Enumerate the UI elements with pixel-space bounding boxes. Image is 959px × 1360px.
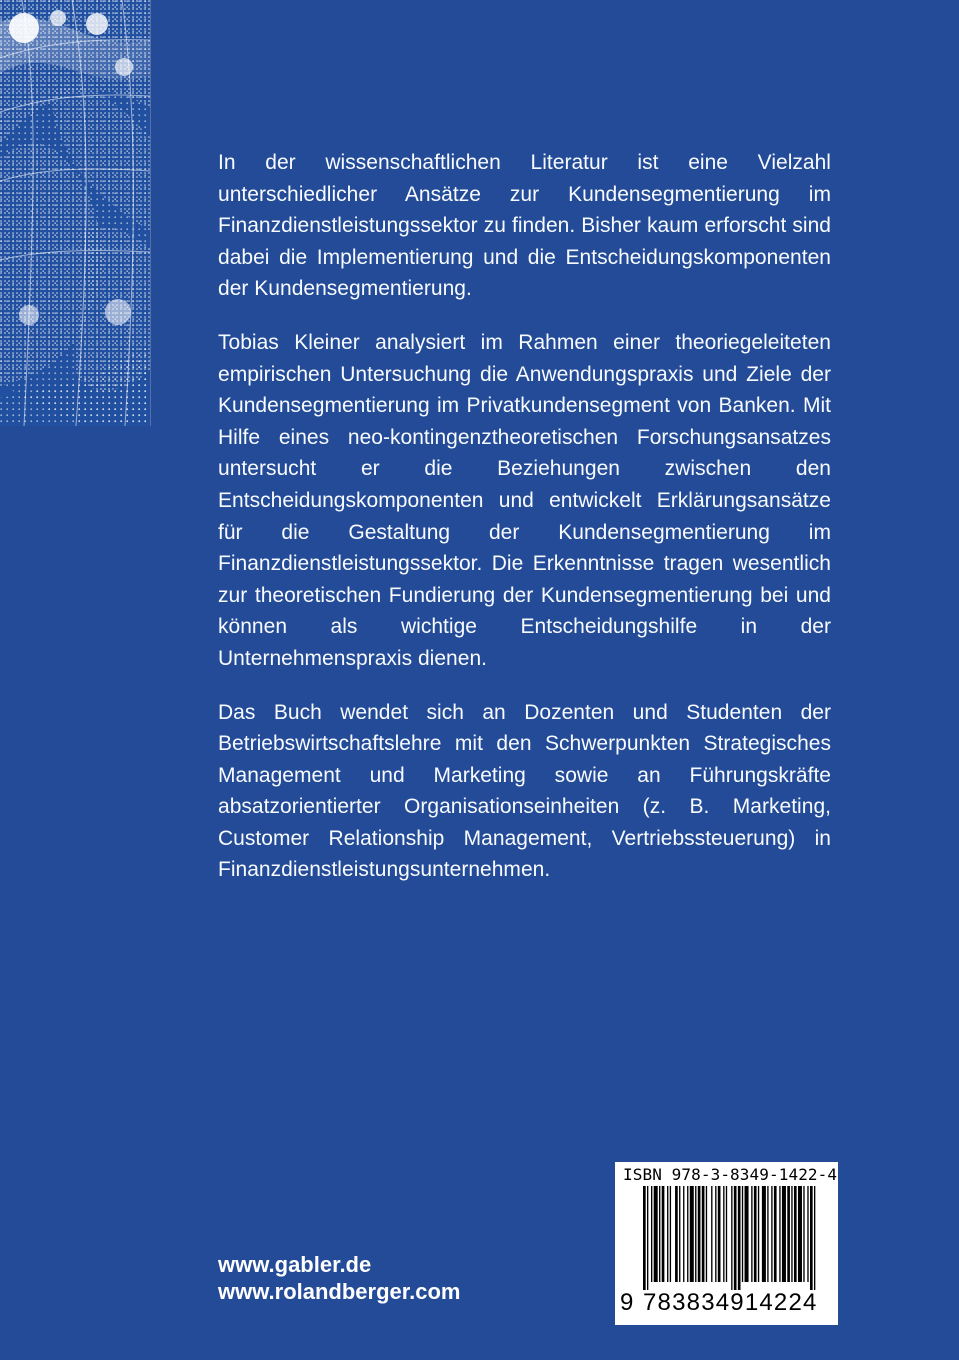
isbn-label: ISBN 978-3-8349-1422-4 xyxy=(623,1165,838,1184)
globe-illustration xyxy=(0,0,151,426)
barcode-bar xyxy=(643,1186,646,1290)
barcode-bar xyxy=(779,1186,780,1282)
barcode-bar xyxy=(798,1186,802,1282)
barcode-bar xyxy=(670,1186,671,1282)
barcode-bar xyxy=(683,1186,684,1282)
barcode-bar xyxy=(814,1186,815,1290)
barcode-bar xyxy=(679,1186,680,1282)
barcode-icon xyxy=(643,1186,818,1290)
barcode-bar xyxy=(751,1186,752,1282)
barcode-bar xyxy=(794,1186,797,1282)
barcode-bar xyxy=(723,1186,724,1282)
website-gabler: www.gabler.de xyxy=(218,1252,372,1277)
barcode-bar xyxy=(706,1186,707,1282)
barcode-bar xyxy=(771,1186,772,1282)
barcode-bar xyxy=(654,1186,658,1282)
barcode-bar xyxy=(767,1186,768,1282)
barcode-bar xyxy=(731,1186,732,1290)
barcode-bar xyxy=(690,1186,694,1282)
barcode-digits: 783834914224 xyxy=(643,1289,818,1316)
barcode-bar xyxy=(758,1186,759,1282)
barcode-bar xyxy=(675,1186,678,1282)
barcode-bar xyxy=(762,1186,766,1282)
barcode-bar xyxy=(774,1186,777,1282)
barcode-bar xyxy=(745,1186,749,1282)
barcode-bar xyxy=(687,1186,688,1282)
barcode-prefix: 9 xyxy=(620,1289,634,1316)
barcode-bar xyxy=(738,1186,741,1290)
description-paragraph-2: Tobias Kleiner analysiert im Rahmen einer theoriegeleiteten empirischen Untersuchung die Anwendungspraxis und Ziele der Kundensegmentierung im Privatkundensegment von Banken. Mit Hilfe eines neo-kontingenztheoretischen Forschungsansatzes untersucht er die Beziehungen zwischen den Entscheidungskomponenten und entwickelt Erklärungsansätze für die Gestaltung der Kundensegmentierung im Finanzdienstleistungssektor. Die Erkenntnisse tragen wesentlich zur theoretischen Fundierung der Kundensegmentierung bei und können als wichtige Entscheidungshilfe in der Unternehmenspraxis dienen. xyxy=(218,330,831,670)
publisher-websites xyxy=(218,1251,460,1305)
barcode-bar xyxy=(718,1186,721,1282)
barcode-bar xyxy=(782,1186,786,1282)
isbn-barcode-box xyxy=(615,1162,838,1325)
barcode-bar xyxy=(726,1186,727,1282)
barcode-bar xyxy=(787,1186,790,1282)
barcode-bar xyxy=(667,1186,668,1282)
barcode-bar xyxy=(734,1186,737,1290)
back-cover-text xyxy=(218,147,831,886)
description-paragraph-1: In der wissenschaftlichen Literatur ist eine Vielzahl unterschiedlicher Ansätze zur Kundensegmentierung im Finanzdienstleistungssektor zu finden. Bisher kaum erforscht sind dabei die Implementierung und die Entscheidungskomponenten der Kundensegmentierung. xyxy=(218,151,831,301)
barcode-bar xyxy=(662,1186,665,1282)
barcode-bar xyxy=(647,1186,648,1290)
barcode-bar xyxy=(807,1186,808,1282)
barcode-bar xyxy=(791,1186,792,1282)
barcode-bar xyxy=(810,1186,813,1290)
description-paragraph-3: Das Buch wendet sich an Dozenten und Studenten der Betriebswirtschaftslehre mit den Schwerpunkten Strategisches Management und Marketing sowie an Führungskräfte absatzorientierter Organisationseinheiten (z. B. Marketing, Customer Relationship Management, Vertriebssteuerung) in Finanzdienstleistungsunternehmen. xyxy=(218,700,831,882)
barcode-bar xyxy=(715,1186,716,1282)
barcode-bar xyxy=(702,1186,705,1282)
barcode-bar xyxy=(803,1186,804,1282)
barcode-bar xyxy=(711,1186,712,1282)
website-roland-berger: www.rolandberger.com xyxy=(218,1279,461,1304)
barcode-bar xyxy=(651,1186,652,1282)
barcode-bar xyxy=(754,1186,757,1282)
barcode-bar xyxy=(659,1186,660,1282)
barcode-bar xyxy=(698,1186,701,1282)
barcode-bar xyxy=(695,1186,696,1282)
barcode-bar xyxy=(742,1186,743,1282)
